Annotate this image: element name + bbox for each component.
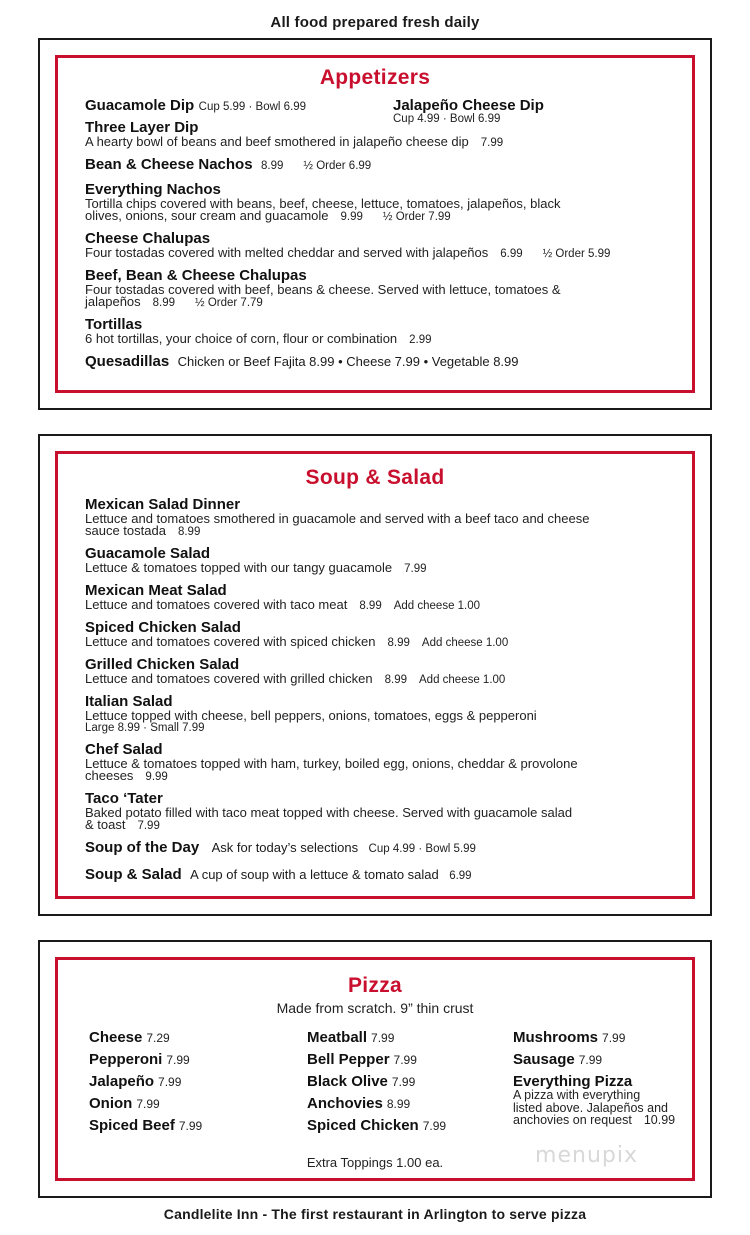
item-name: Mexican Meat Salad (85, 582, 227, 599)
item-desc: Ask for today’s selections (211, 840, 359, 855)
dip-row (85, 97, 672, 127)
menu-item (85, 619, 672, 649)
item-name: Soup & Salad (85, 866, 182, 883)
menu-item (85, 267, 672, 309)
soup-salad-border (55, 451, 695, 899)
item-price: 8.99 (359, 600, 382, 612)
item-price: 6.99 (449, 870, 472, 882)
item-desc: 6 hot tortillas, your choice of corn, flour or combination 2.99 (85, 331, 432, 346)
item-desc: Lettuce topped with cheese, bell peppers, onions, tomatoes, eggs & pepperoni (85, 708, 537, 723)
pizza-item: Everything Pizza (513, 1073, 633, 1090)
item-name: Bean & Cheese Nachos (85, 156, 253, 173)
item-addon: Add cheese 1.00 (393, 600, 481, 612)
item-half-price: ½ Order 7.79 (195, 297, 263, 309)
extra-toppings: Extra Toppings 1.00 ea. (306, 1155, 444, 1170)
appetizers-border (55, 55, 695, 393)
pizza-item: Bell Pepper 7.99 (307, 1051, 417, 1068)
item-price: Cup 4.99 · Bowl 6.99 (393, 113, 501, 125)
item-price: 9.99 (340, 211, 363, 223)
menu-item (85, 97, 672, 115)
pizza-item: Pepperoni 7.99 (89, 1051, 190, 1068)
item-desc: Lettuce and tomatoes covered with grilled chicken 8.99 Add cheese 1.00 (85, 671, 506, 686)
menu-item (85, 866, 672, 884)
appetizers-title: Appetizers (319, 66, 431, 89)
item-desc: Chicken or Beef Fajita 8.99 • Cheese 7.99 • Vegetable 8.99 (177, 354, 519, 369)
item-name: Grilled Chicken Salad (85, 656, 240, 673)
pizza-item: Sausage 7.99 (513, 1051, 603, 1068)
soup-salad-title: Soup & Salad (305, 466, 445, 489)
appetizers-panel (38, 38, 712, 410)
header-note: All food prepared fresh daily (270, 14, 480, 31)
item-price: Large 8.99 · Small 7.99 (85, 722, 205, 734)
item-name: Soup of the Day (85, 839, 200, 856)
item-name: Taco ‘Tater (85, 790, 163, 807)
menu-item (393, 97, 544, 125)
soup-salad-list (85, 496, 672, 891)
menu-item (85, 316, 672, 346)
pizza-item: Spiced Chicken 7.99 (307, 1117, 447, 1134)
item-desc: Tortilla chips covered with beans, beef, cheese, lettuce, tomatoes, jalapeños, black (85, 196, 561, 211)
item-price: 8.99 (152, 297, 176, 309)
item-name: Mexican Salad Dinner (85, 496, 241, 513)
menu-item (85, 582, 672, 612)
item-price: Cup 4.99 · Bowl 5.99 (368, 843, 476, 855)
item-price: 8.99 (261, 160, 284, 172)
item-name: Italian Salad (85, 693, 173, 710)
pizza-title: Pizza (347, 974, 403, 997)
item-half-price: ½ Order 5.99 (542, 248, 611, 260)
item-name: Guacamole Salad (85, 545, 211, 562)
pizza-item: Jalapeño 7.99 (89, 1073, 182, 1090)
pizza-item: Black Olive 7.99 (307, 1073, 416, 1090)
item-name: Beef, Bean & Cheese Chalupas (85, 267, 307, 284)
item-desc: Four tostadas covered with melted cheddar and served with jalapeños 6.99 ½ Order 5.99 (85, 245, 611, 260)
pizza-column-3 (513, 1027, 703, 1127)
item-price: Cup 5.99 · Bowl 6.99 (198, 101, 307, 113)
menu-item (85, 230, 672, 260)
menu-item (85, 741, 672, 783)
item-desc: jalapeños 8.99 ½ Order 7.79 (85, 294, 263, 309)
item-desc: Baked potato filled with taco meat topped with cheese. Served with guacamole salad (85, 805, 573, 820)
menu-item (85, 353, 672, 371)
item-name: Three Layer Dip (85, 119, 199, 136)
appetizers-list (85, 97, 672, 378)
menu-item (85, 181, 672, 223)
item-name: Tortillas (85, 316, 143, 333)
pizza-item: Meatball 7.99 (307, 1029, 395, 1046)
item-desc: Four tostadas covered with beef, beans & cheese. Served with lettuce, tomatoes & (85, 282, 561, 297)
menu-item (85, 790, 672, 832)
menu-item (85, 545, 672, 575)
item-desc: Lettuce & tomatoes topped with ham, turkey, boiled egg, onions, cheddar & provolone (85, 756, 578, 771)
item-addon: Add cheese 1.00 (419, 674, 506, 686)
item-name: Everything Nachos (85, 181, 221, 198)
item-desc: cheeses 9.99 (85, 768, 168, 783)
menu-item (85, 839, 672, 857)
item-desc: Lettuce & tomatoes topped with our tangy guacamole 7.99 (85, 560, 427, 575)
item-name: Jalapeño Cheese Dip (393, 97, 544, 114)
item-desc: Lettuce and tomatoes covered with taco meat 8.99 Add cheese 1.00 (85, 597, 481, 612)
item-name: Quesadillas (85, 353, 170, 370)
item-desc: A hearty bowl of beans and beef smothered in jalapeño cheese dip 7.99 (85, 134, 504, 149)
pizza-item: Mushrooms 7.99 (513, 1029, 626, 1046)
item-desc: & toast 7.99 (85, 817, 160, 832)
item-price: 2.99 (409, 334, 432, 346)
item-price: 8.99 (177, 526, 201, 538)
pizza-subtitle: Made from scratch. 9” thin crust (276, 1000, 474, 1016)
item-desc: A cup of soup with a lettuce & tomato salad (190, 867, 439, 882)
item-price: 9.99 (145, 771, 168, 783)
item-price: 7.99 (404, 563, 427, 575)
soup-salad-panel (38, 434, 712, 916)
pizza-item-desc: listed above. Jalapeños and (513, 1100, 668, 1115)
pizza-item: Spiced Beef 7.99 (89, 1117, 203, 1134)
pizza-item: Onion 7.99 (89, 1095, 160, 1112)
pizza-item: Anchovies 8.99 (307, 1095, 411, 1112)
item-price: 8.99 (384, 674, 407, 686)
footer-note: Candlelite Inn - The first restaurant in Arlington to serve pizza (163, 1206, 587, 1222)
item-desc: olives, onions, sour cream and guacamole 9.99 ½ Order 7.99 (85, 208, 451, 223)
item-price: 6.99 (500, 248, 523, 260)
pizza-panel (38, 940, 712, 1198)
pizza-item-desc: anchovies on request 10.99 (513, 1113, 676, 1127)
pizza-item-desc: A pizza with everything (513, 1088, 641, 1102)
item-addon: Add cheese 1.00 (421, 637, 509, 649)
item-desc: Lettuce and tomatoes covered with spiced chicken 8.99 Add cheese 1.00 (85, 634, 509, 649)
item-price: 7.99 (137, 820, 160, 832)
item-price: 7.99 (480, 137, 504, 149)
item-desc: sauce tostada 8.99 (85, 523, 201, 538)
watermark: menupix (535, 1143, 638, 1168)
item-name: Chef Salad (85, 741, 163, 758)
item-name: Guacamole Dip (85, 97, 195, 114)
item-half-price: ½ Order 6.99 (303, 160, 372, 172)
pizza-item: Cheese 7.29 (89, 1029, 170, 1046)
pizza-border (55, 957, 695, 1181)
pizza-column-2 (307, 1027, 497, 1137)
menu-item (85, 156, 672, 174)
item-desc: Lettuce and tomatoes smothered in guacamole and served with a beef taco and cheese (85, 511, 590, 526)
item-name: Spiced Chicken Salad (85, 619, 241, 636)
menu-item (85, 496, 672, 538)
item-price: 8.99 (387, 637, 410, 649)
menu-item (85, 693, 672, 734)
item-half-price: ½ Order 7.99 (382, 211, 451, 223)
item-name: Cheese Chalupas (85, 230, 211, 247)
menu-item (85, 656, 672, 686)
item-price: 10.99 (643, 1113, 676, 1127)
pizza-column-1 (89, 1027, 279, 1137)
